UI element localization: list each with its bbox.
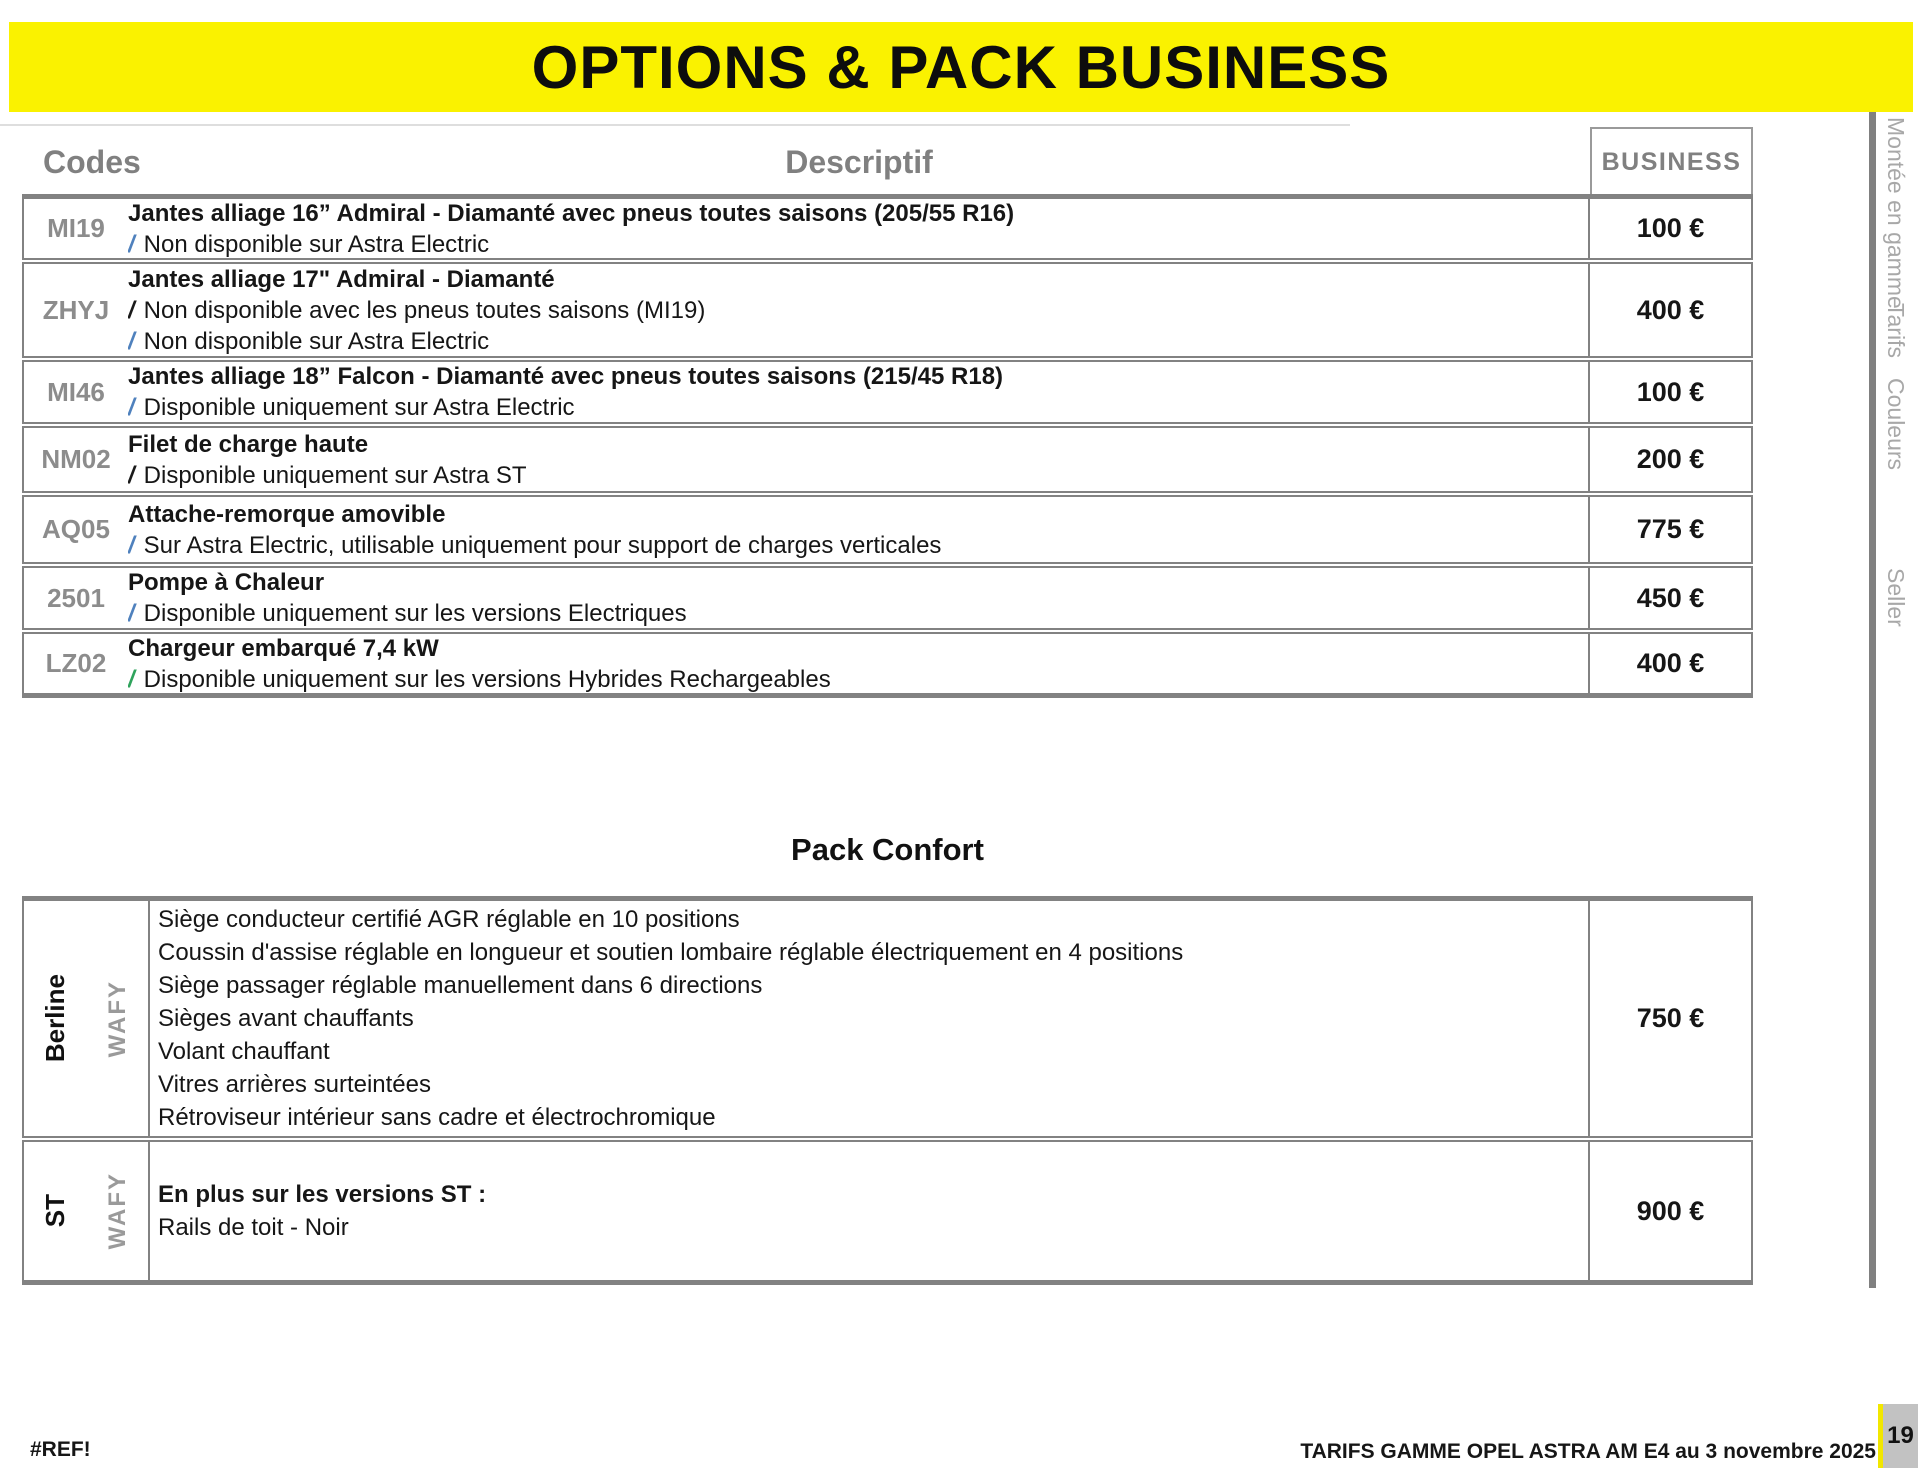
page-number: 19 — [1883, 1404, 1918, 1468]
option-title: Filet de charge haute — [128, 430, 369, 458]
pack-line: Rails de toit - Noir — [158, 1214, 349, 1241]
footer-ref: #REF! — [30, 1438, 91, 1461]
option-note: / Non disponible avec les pneus toutes saisons (MI19) — [128, 296, 706, 324]
header-underline — [0, 124, 1350, 126]
option-note: / Disponible uniquement sur Astra Electric — [128, 394, 575, 421]
table-row — [22, 426, 1753, 493]
table-row — [22, 566, 1753, 630]
option-price: 775 € — [1588, 497, 1751, 562]
table-row — [22, 495, 1753, 564]
option-note: / Sur Astra Electric, utilisable uniquement pour support de charges verticales — [128, 531, 942, 559]
option-code: ZHYJ — [42, 294, 110, 325]
option-price: 200 € — [1588, 428, 1751, 491]
pack-line: Siège conducteur certifié AGR réglable en 10 positions — [158, 906, 740, 933]
pack-price: 900 € — [1588, 1142, 1751, 1280]
pack-description — [148, 1142, 1588, 1280]
option-title: Jantes alliage 16” Admiral - Diamanté avec pneus toutes saisons (205/55 R16) — [128, 199, 1015, 227]
option-title: Jantes alliage 17" Admiral - Diamanté — [128, 265, 555, 293]
pack-row-label — [24, 1142, 148, 1280]
table-row — [22, 262, 1753, 358]
pack-row-label — [24, 901, 148, 1136]
pack-confort-table — [22, 896, 1753, 1285]
option-price: 400 € — [1588, 264, 1751, 356]
option-description — [128, 497, 1588, 562]
option-code: 2501 — [47, 582, 105, 613]
pack-line: Rétroviseur intérieur sans cadre et électrochromique — [158, 1104, 716, 1131]
pack-line: Volant chauffant — [158, 1038, 330, 1065]
option-code: LZ02 — [45, 648, 107, 678]
business-column-header: BUSINESS — [1590, 127, 1753, 196]
pack-code: WAFY — [103, 979, 131, 1058]
option-code: NM02 — [41, 444, 111, 474]
pack-line: En plus sur les versions ST : — [158, 1181, 487, 1208]
sidebar-item-montee-en-gamme[interactable]: Montée en gamme — [1883, 117, 1909, 309]
option-description — [128, 199, 1588, 258]
table-row — [22, 360, 1753, 424]
note-slash-icon: / — [128, 230, 135, 258]
option-description — [128, 568, 1588, 628]
pack-description — [148, 901, 1588, 1136]
table-row — [22, 896, 1753, 1138]
note-slash-icon: / — [128, 394, 135, 421]
option-title: Pompe à Chaleur — [128, 569, 325, 596]
variant-label: ST — [40, 1194, 71, 1228]
pack-confort-title: Pack Confort — [791, 832, 984, 867]
option-price: 100 € — [1588, 199, 1751, 258]
pack-line: Vitres arrières surteintées — [158, 1071, 431, 1098]
note-slash-icon: / — [128, 327, 135, 355]
pack-price: 750 € — [1588, 901, 1751, 1136]
pack-code: WAFY — [103, 1172, 131, 1250]
variant-label: Berline — [40, 974, 71, 1063]
note-slash-icon: / — [128, 461, 135, 489]
option-description — [128, 264, 1588, 356]
option-note: / Non disponible sur Astra Electric — [128, 230, 490, 258]
option-price: 450 € — [1588, 568, 1751, 628]
option-description — [128, 634, 1588, 693]
option-description — [128, 362, 1588, 422]
option-description — [128, 428, 1588, 491]
descriptif-column-header: Descriptif — [785, 144, 933, 180]
sidebar-item-seller[interactable]: Seller — [1883, 568, 1909, 627]
pack-line: Sièges avant chauffants — [158, 1005, 414, 1032]
option-price: 100 € — [1588, 362, 1751, 422]
option-note: / Disponible uniquement sur les versions Electriques — [128, 600, 687, 627]
option-code: AQ05 — [42, 514, 110, 544]
table-row — [22, 632, 1753, 698]
page-title: OPTIONS & PACK BUSINESS — [531, 33, 1391, 101]
option-note: / Non disponible sur Astra Electric — [128, 327, 490, 355]
table-row — [22, 194, 1753, 260]
note-slash-icon: / — [128, 600, 135, 627]
pack-line: Coussin d'assise réglable en longueur et soutien lombaire réglable électriquement en 4 positions — [158, 939, 1184, 966]
sidebar-item-couleurs[interactable]: Couleurs — [1883, 378, 1909, 471]
option-title: Jantes alliage 18” Falcon - Diamanté avec pneus toutes saisons (215/45 R18) — [128, 363, 1004, 390]
note-slash-icon: / — [128, 296, 135, 324]
option-note: / Disponible uniquement sur Astra ST — [128, 461, 527, 489]
title-banner — [9, 22, 1913, 112]
sidebar-item-tarifs[interactable]: Tarifs — [1883, 303, 1909, 358]
option-title: Chargeur embarqué 7,4 kW — [128, 634, 439, 662]
table-row — [22, 1140, 1753, 1285]
sidebar-rail — [1869, 112, 1876, 1288]
footer-document-title: TARIFS GAMME OPEL ASTRA AM E4 au 3 novembre 2025 — [1300, 1440, 1876, 1463]
note-slash-icon: / — [128, 665, 135, 693]
options-table — [22, 194, 1753, 698]
option-code: MI19 — [47, 213, 105, 243]
option-title: Attache-remorque amovible — [128, 500, 446, 528]
option-code: MI46 — [47, 376, 105, 407]
option-price: 400 € — [1588, 634, 1751, 693]
pack-line: Siège passager réglable manuellement dans 6 directions — [158, 972, 763, 999]
note-slash-icon: / — [128, 531, 135, 559]
codes-column-header: Codes — [43, 144, 141, 180]
option-note: / Disponible uniquement sur les versions Hybrides Rechargeables — [128, 665, 831, 693]
